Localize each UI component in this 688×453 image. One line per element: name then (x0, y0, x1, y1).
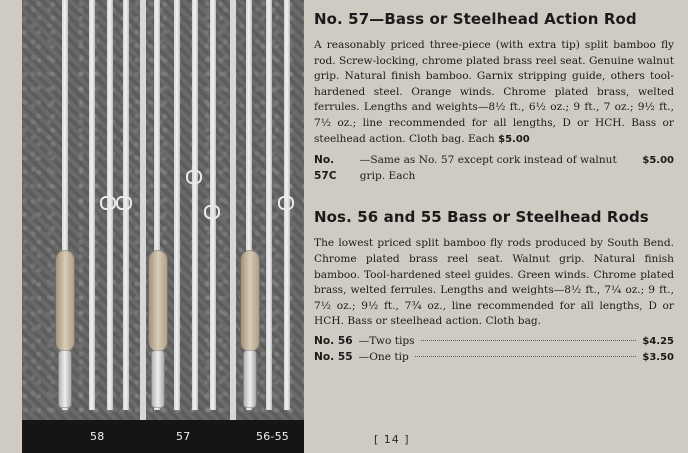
photo-separator-1 (140, 0, 146, 420)
price-line-56 (314, 334, 674, 350)
rod-label-57: 57 (176, 430, 191, 443)
rod-58-reel-seat (58, 350, 72, 408)
photo-separator-2 (230, 0, 236, 420)
section-57-body (314, 38, 674, 147)
variant-57c-label: No. 57C (314, 154, 337, 182)
rod-58-guide (100, 196, 116, 210)
rod-57-section-2 (174, 0, 180, 410)
rod-photo (22, 0, 304, 453)
section-57-price: $5.00 (498, 133, 530, 145)
rod-56-55-guide (278, 196, 294, 210)
rod-label-56-55: 56-55 (256, 430, 289, 443)
rod-57-grip (148, 250, 168, 352)
item-55-price: $3.50 (642, 351, 674, 363)
rod-57-section-3 (192, 0, 198, 410)
section-56-55-title: Nos. 56 and 55 Bass or Steelhead Rods (314, 208, 649, 227)
variant-57c-price: $5.00 (642, 155, 674, 167)
photo-label-bar (22, 420, 304, 453)
rod-58-grip (55, 250, 75, 352)
rod-58-guide (116, 196, 132, 210)
section-57-body-text: A reasonably priced three-piece (with extra tip) split bamboo fly rod. Screw-locking, chrome plated brass reel seat. Genuine walnut grip. Natural finish bamboo. Garnix stripping guide, others tool-hardened steel. Orange winds. Chrome plated brass, welted ferrules. Lengths and weights—8½ ft., 6½ oz.; 9 ft., 7 oz.; 9½ ft., 7½ oz.; line recommended for all lengths, D or HCH. Bass or steelhead action. Cloth bag. Each (314, 39, 674, 145)
price-line-55 (314, 350, 674, 366)
rod-58-section-2 (89, 0, 95, 410)
section-56-55 (314, 208, 674, 365)
catalog-text (314, 10, 674, 450)
section-56-55-body: The lowest priced split bamboo fly rods produced by South Bend. Chrome plated brass reel seat. Walnut grip. Natural finish bamboo. Tool-hardened steel guides. Green winds. Chrome plated brass, welted ferrules. Lengths and weights—8½ ft., 7¼ oz.; 9 ft., 7½ oz.; 9½ ft., 7¾ oz., line recommended for all lengths, D or HCH. Bass or steelhead action. Cloth bag. (314, 237, 674, 328)
rod-56-55-grip (240, 250, 260, 352)
rod-label-58: 58 (90, 430, 105, 443)
price-leader-dots (421, 340, 637, 341)
item-55-desc: —One tip (358, 350, 409, 363)
rod-57-reel-seat (151, 350, 165, 408)
item-55-label: No. 55 (314, 350, 353, 363)
item-56-label: No. 56 (314, 334, 353, 347)
variant-57c-text: —Same as No. 57 except cork instead of walnut grip. Each (359, 154, 617, 182)
item-56-desc: —Two tips (358, 334, 415, 347)
variant-57c-line (314, 153, 674, 184)
rod-57-guide (186, 170, 202, 184)
section-57-title: No. 57—Bass or Steelhead Action Rod (314, 10, 637, 28)
rod-56-55-reel-seat (243, 350, 257, 408)
item-56-price: $4.25 (642, 335, 674, 347)
rod-57-guide (204, 205, 220, 219)
page-number: [ 14 ] (374, 433, 410, 446)
price-leader-dots (415, 356, 637, 357)
rod-56-55-section-2 (266, 0, 272, 410)
